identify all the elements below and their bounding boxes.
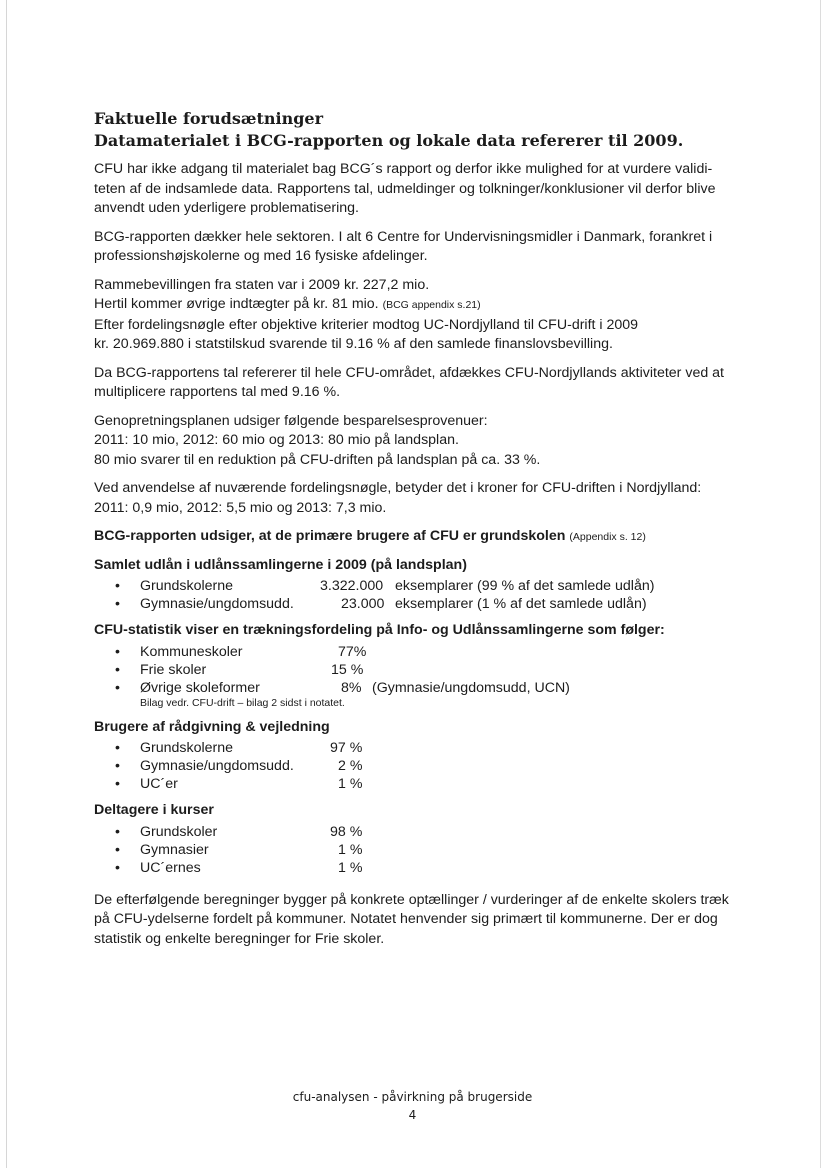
- footer-title: cfu-analysen - påvirkning på brugerside: [292, 1090, 533, 1104]
- list-item-name: Grundskolerne: [140, 740, 234, 756]
- raadgivning-list: [94, 739, 734, 793]
- raadgivning-heading: Brugere af rådgivning & vejledning: [94, 718, 330, 735]
- list-item: [116, 841, 734, 859]
- list-item-desc: eksemplarer (99 % af det samlede udlån): [395, 578, 655, 594]
- list-item-name: Kommuneskoler: [140, 643, 243, 660]
- list-item: [116, 577, 734, 595]
- list-item-pct: 98 %: [330, 823, 363, 840]
- list-item-pct: 2 %: [338, 758, 363, 774]
- statistik-list: [94, 643, 734, 697]
- list-item: [116, 595, 734, 613]
- budget-line-4: kr. 20.969.880 i statstilskud svarende til 9.16 % af den samlede finanslovsbevilling.: [94, 336, 613, 352]
- list-item-note: (Gymnasie/ungdomsudd, UCN): [372, 679, 570, 696]
- savings-line-1: Genopretningsplanen udsiger følgende besparelsesprovenuer:: [94, 412, 488, 429]
- list-item-pct: 1 %: [338, 776, 363, 792]
- savings-line-2: 2011: 10 mio, 2012: 60 mio og 2013: 80 mio på landsplan.: [94, 432, 459, 448]
- paragraph-multiplier: Da BCG-rapportens tal refererer til hele CFU-området, afdækkes CFU-Nordjyllands aktiviteter ved at multiplicere rapportens tal med 9.16 %.: [94, 364, 724, 400]
- page-edge-left: [6, 0, 7, 1168]
- list-item-name: UC´er: [140, 776, 178, 792]
- kurser-heading: Deltagere i kurser: [94, 802, 214, 818]
- list-item-pct: 8%: [341, 679, 362, 696]
- list-item: [116, 643, 734, 661]
- paragraph-budget: [94, 276, 734, 355]
- list-item: [116, 661, 734, 679]
- budget-line-3: Efter fordelingsnøgle efter objektive kriterier modtog UC-Nordjylland til CFU-drift i 2009: [94, 316, 639, 333]
- section-subtitle: Datamaterialet i BCG-rapporten og lokale data refererer til 2009.: [94, 131, 684, 150]
- bcg-statement-text: BCG-rapporten udsiger, at de primære brugere af CFU er grundskolen: [94, 528, 566, 544]
- list-item-pct: 15 %: [331, 661, 364, 678]
- budget-line-2: Hertil kommer øvrige indtægter på kr. 81 mio.: [94, 296, 379, 312]
- paragraph-regional-impact: [94, 479, 734, 518]
- paragraph-closing: De efterfølgende beregninger bygger på konkrete optællinger / vurderinger af de enkelte skolers træk på CFU-ydelserne fordelt på kommuner. Notatet henvender sig primært til kommunerne. Der er dog statistik og enkelte beregninger for Frie skoler.: [94, 891, 729, 947]
- list-item-name: Øvrige skoleformer: [140, 679, 260, 696]
- budget-line-1: Rammebevillingen fra staten var i 2009 kr. 227,2 mio.: [94, 276, 430, 293]
- udlaan-heading: Samlet udlån i udlånssamlingerne i 2009 (på landsplan): [94, 556, 467, 573]
- list-item: [116, 823, 734, 841]
- page-edge-right: [820, 0, 821, 1168]
- list-item-name: Frie skoler: [140, 661, 207, 678]
- udlaan-list: [94, 577, 734, 613]
- document-body: [94, 108, 734, 958]
- list-item: [116, 757, 734, 775]
- budget-line-2-ref: (BCG appendix s.21): [382, 299, 481, 311]
- impact-line-1: Ved anvendelse af nuværende fordelingsnøgle, betyder det i kroner for CFU-driften i Nordjylland:: [94, 480, 702, 496]
- list-item: [116, 859, 734, 877]
- list-item-name: Gymnasier: [140, 841, 209, 858]
- list-item-pct: 77%: [338, 643, 367, 660]
- list-item-pct: 1 %: [338, 841, 363, 858]
- savings-line-3: 80 mio svarer til en reduktion på CFU-driften på landsplan på ca. 33 %.: [94, 451, 541, 468]
- list-item-name: UC´ernes: [140, 859, 201, 876]
- statistik-footnote: Bilag vedr. CFU-drift – bilag 2 sidst i notatet.: [140, 696, 345, 709]
- section-title: Faktuelle forudsætninger: [94, 109, 323, 128]
- list-item-count: 3.322.000: [320, 578, 384, 594]
- list-item-name: Grundskolerne: [140, 578, 234, 594]
- paragraph-sector: BCG-rapporten dækker hele sektoren. I alt 6 Centre for Undervisningsmidler i Danmark, forankret i professionshøjskolerne og med 16 fysiske afdelinger.: [94, 228, 713, 264]
- list-item-pct: 1 %: [338, 859, 363, 876]
- list-item: [116, 739, 734, 757]
- impact-line-2: 2011: 0,9 mio, 2012: 5,5 mio og 2013: 7,3 mio.: [94, 499, 387, 516]
- bcg-statement-ref: (Appendix s. 12): [569, 531, 646, 543]
- list-item-name: Grundskoler: [140, 823, 218, 840]
- statistik-heading: CFU-statistik viser en trækningsfordeling på Info- og Udlånssamlingerne som følger:: [94, 622, 665, 638]
- list-item-pct: 97 %: [330, 740, 363, 756]
- page-footer: [0, 1088, 825, 1124]
- list-item: [116, 775, 734, 793]
- paragraph-data-access: CFU har ikke adgang til materialet bag BCG´s rapport og derfor ikke mulighed for at vurdere validi-teten af de indsamlede data. Rapportens tal, udmeldinger og tolkninger/konklusioner vil derfor blive anvendt uden yderligere problematisering.: [94, 161, 716, 216]
- list-item-name: Gymnasie/ungdomsudd.: [140, 596, 294, 612]
- list-item-desc: eksemplarer (1 % af det samlede udlån): [395, 596, 647, 612]
- list-item-name: Gymnasie/ungdomsudd.: [140, 758, 294, 774]
- bcg-statement: [94, 527, 734, 548]
- page-number: 4: [408, 1108, 417, 1122]
- paragraph-savings-plan: [94, 412, 734, 471]
- list-item-count: 23.000: [341, 596, 385, 612]
- kurser-list: [94, 823, 734, 877]
- list-item: [116, 679, 734, 697]
